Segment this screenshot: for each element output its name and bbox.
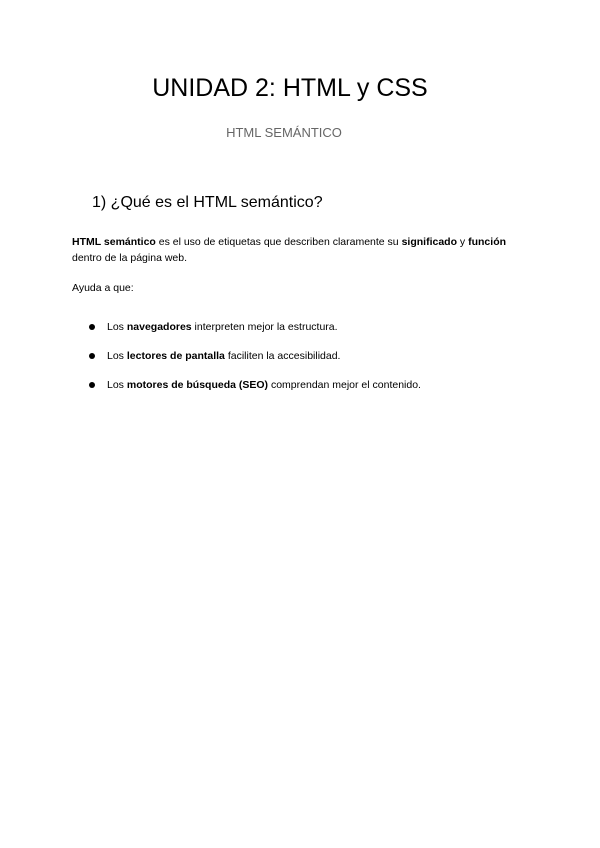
list-item-pre: Los [107, 379, 127, 391]
list-item-post: faciliten la accesibilidad. [224, 350, 341, 362]
benefits-list [72, 319, 421, 406]
bullet-dot-icon [89, 324, 95, 330]
page-title: UNIDAD 2: HTML y CSS [152, 74, 428, 102]
list-item [72, 348, 421, 364]
page-subtitle: HTML SEMÁNTICO [226, 125, 342, 140]
list-item [72, 377, 421, 393]
section-heading: 1) ¿Qué es el HTML semántico? [92, 194, 323, 211]
intro-bold-significado: significado [401, 236, 458, 248]
list-item-pre: Los [107, 350, 127, 362]
list-item-post: comprendan mejor el contenido. [268, 379, 421, 391]
intro-bold-funcion: función [468, 236, 507, 248]
bullet-dot-icon [89, 353, 95, 359]
list-item-bold: motores de búsqueda (SEO) [126, 379, 269, 391]
list-item-pre: Los [107, 321, 127, 333]
intro-text-2: y [457, 236, 469, 248]
intro-paragraph [72, 234, 532, 266]
helps-label: Ayuda a que: [72, 282, 134, 294]
list-item-bold: navegadores [126, 321, 192, 333]
list-item-post: interpreten mejor la estructura. [191, 321, 338, 333]
intro-term: HTML semántico [72, 236, 156, 248]
intro-text-1: es el uso de etiquetas que describen claramente su [155, 236, 402, 248]
list-item-bold: lectores de pantalla [126, 350, 225, 362]
list-item [72, 319, 421, 335]
intro-text-3: dentro de la página web. [72, 252, 188, 264]
bullet-dot-icon [89, 382, 95, 388]
